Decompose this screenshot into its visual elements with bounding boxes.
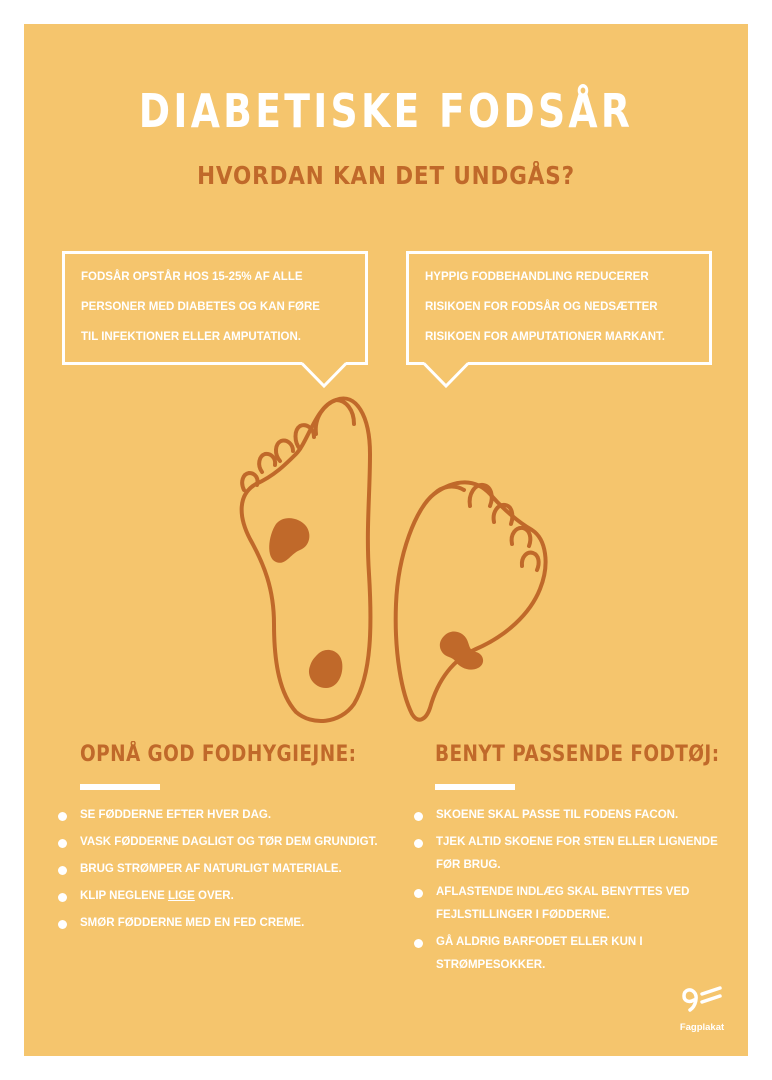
bullet-icon — [58, 812, 67, 821]
list-item: SKOENE SKAL PASSE TIL FODENS FACON. — [414, 804, 734, 827]
footwear-heading: BENYT PASSENDE FODTØJ: — [435, 742, 720, 767]
footwear-list — [414, 804, 734, 981]
bullet-icon — [58, 866, 67, 875]
emphasis-text: LIGE — [167, 890, 195, 902]
page-subtitle: HVORDAN KAN DET UNDGÅS? — [197, 161, 575, 190]
list-item: SE FØDDERNE EFTER HVER DAG. — [58, 804, 378, 827]
bullet-icon — [414, 839, 423, 848]
list-item: AFLASTENDE INDLÆG SKAL BENYTTES VED FEJLSTILLINGER I FØDDERNE. — [414, 881, 734, 927]
bubble-line: PERSONER MED DIABETES OG KAN FØRE — [81, 301, 320, 313]
bullet-icon — [414, 889, 423, 898]
bullet-icon — [58, 893, 67, 902]
logo-text: Fagplakat — [679, 1022, 725, 1033]
bubble-line: HYPPIG FODBEHANDLING REDUCERER — [425, 271, 649, 283]
bullet-icon — [58, 920, 67, 929]
list-item: GÅ ALDRIG BARFODET ELLER KUN I STRØMPESOKKER. — [414, 931, 734, 977]
hygiene-list — [58, 804, 378, 939]
hygiene-divider — [80, 784, 160, 790]
poster — [24, 24, 748, 1056]
bullet-icon — [58, 839, 67, 848]
bubble-line: RISIKOEN FOR FODSÅR OG NEDSÆTTER — [425, 301, 658, 313]
bullet-icon — [414, 939, 423, 948]
list-item: TJEK ALTID SKOENE FOR STEN ELLER LIGNENDE FØR BRUG. — [414, 831, 734, 877]
list-item: KLIP NEGLENE LIGE OVER. — [58, 885, 378, 908]
list-item: BRUG STRØMPER AF NATURLIGT MATERIALE. — [58, 858, 378, 881]
list-item: SMØR FØDDERNE MED EN FED CREME. — [58, 912, 378, 935]
feet-illustration-icon — [24, 24, 748, 744]
hygiene-heading: OPNÅ GOD FODHYGIEJNE: — [80, 742, 357, 767]
bubble-line: RISIKOEN FOR AMPUTATIONER MARKANT. — [425, 331, 666, 343]
page-title: DIABETISKE FODSÅR — [138, 84, 634, 138]
fagplakat-logo-icon — [674, 982, 734, 1042]
bubble-line: FODSÅR OPSTÅR HOS 15-25% AF ALLE — [81, 271, 303, 283]
bubble-line: TIL INFEKTIONER ELLER AMPUTATION. — [81, 331, 301, 343]
footwear-divider — [435, 784, 515, 790]
list-item: VASK FØDDERNE DAGLIGT OG TØR DEM GRUNDIGT. — [58, 831, 378, 854]
bullet-icon — [414, 812, 423, 821]
